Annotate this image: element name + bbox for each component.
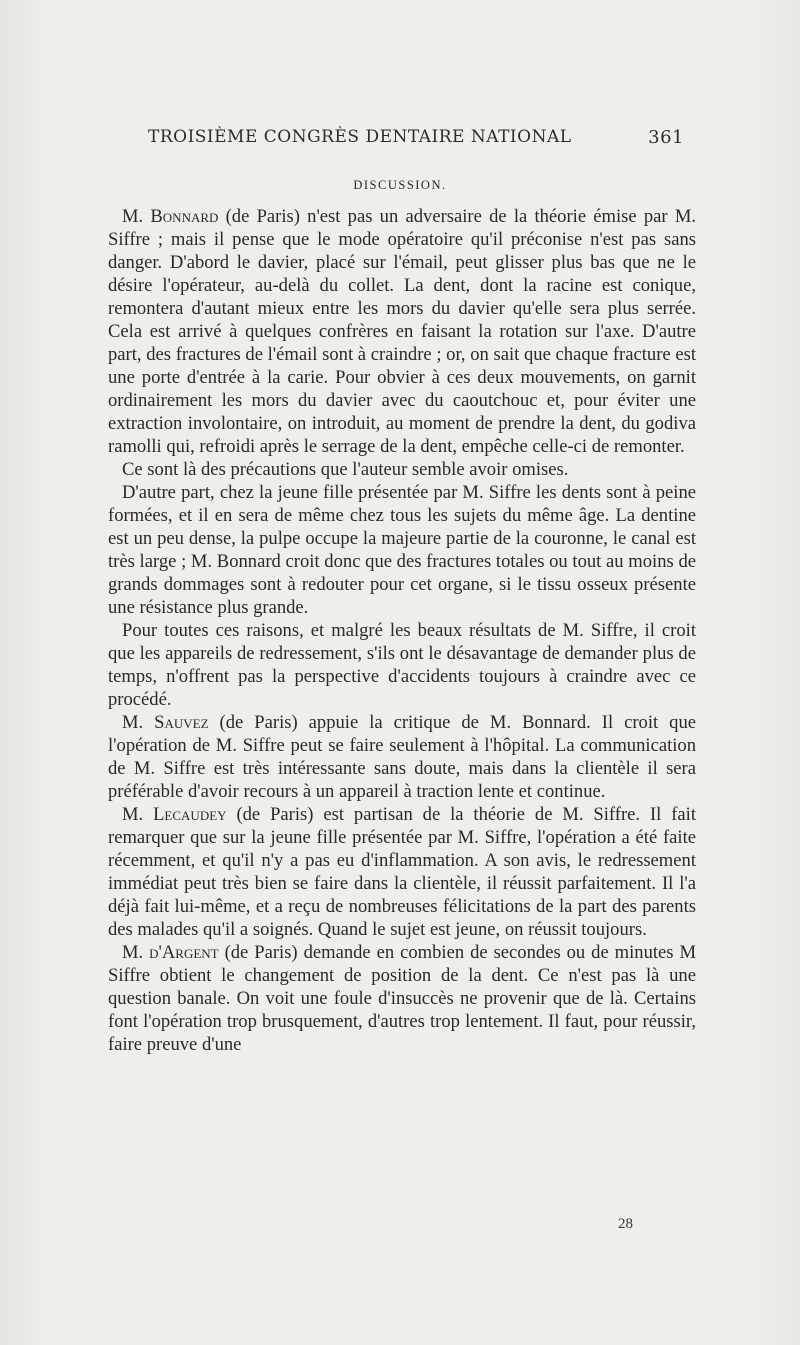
paragraph-text: (de Paris) est partisan de la théorie de M. Siffre. Il fait remarquer que sur la jeune fille présentée par M. Siffre, l'opération a été faite récemment, et qu'il n'y a pas eu d'inflammation. A son avis, le redressement immédiat peut très bien se faire dans la clientèle, il réussit parfaitement. Il l'a déjà fait lui-même, et a reçu de nombreuses félicitations de la part des parents des malades qu'il a soignés. Quand le sujet est jeune, on réussit toujours.	[108, 804, 696, 940]
body-text	[108, 205, 696, 1056]
paragraph-text: (de Paris) appuie la critique de M. Bonnard. Il croit que l'opération de M. Siffre peut se faire seulement à l'hôpital. La communication de M. Siffre est très intéressante sans doute, mais dans la clientèle il sera préférable d'avoir recours à un appareil à traction lente et continue.	[108, 712, 697, 802]
paragraph	[108, 803, 696, 941]
section-title: DISCUSSION.	[353, 178, 447, 192]
paragraph	[108, 711, 696, 803]
paragraph	[108, 458, 696, 481]
speaker-name: M. Sauvez	[122, 712, 209, 733]
paragraph-text: (de Paris) demande en combien de secondes ou de minutes M Siffre obtient le changement de position de la dent. Ce n'est pas là une question banale. On voit une foule d'insuccès ne provenir que de là. Certains font l'opération trop brusquement, d'autres trop lentement. Il faut, pour réussir, faire preuve d'une	[108, 942, 696, 1055]
paragraph	[108, 619, 696, 711]
paragraph	[108, 481, 696, 619]
paragraph-text: D'autre part, chez la jeune fille présentée par M. Siffre les dents sont à peine formées, et il en sera de même chez tous les sujets du même âge. La dentine est un peu dense, la pulpe occupe la majeure partie de la couronne, le canal est très large ; M. Bonnard croit donc que des fractures totales ou tout au moins de grands dommages sont à redouter pour cet organe, si le tissu osseux présente une résistance plus grande.	[108, 482, 696, 618]
paragraph-text: (de Paris) n'est pas un adversaire de la théorie émise par M. Siffre ; mais il pense que le mode opératoire qu'il préconise n'est pas sans danger. D'abord le davier, placé sur l'émail, peut glisser plus bas que ne le désire l'opérateur, au-delà du collet. La dent, dont la racine est conique, remontera d'autant mieux entre les mors du davier qu'elle sera plus serrée. Cela est arrivé à quelques confrères en faisant la rotation sur l'axe. D'autre part, des fractures de l'émail sont à craindre ; or, on sait que chaque fracture est une porte d'entrée à la carie. Pour obvier à ces deux mouvements, on garnit ordinairement les mors du davier avec du caoutchouc et, pour éviter une extraction involontaire, on introduit, au moment de prendre la dent, du godiva ramolli qui, refroidi après le serrage de la dent, empêche celle-ci de remonter.	[108, 206, 697, 457]
speaker-name: M. Lecaudey	[122, 804, 227, 825]
running-title: TROISIÈME CONGRÈS DENTAIRE NATIONAL	[148, 127, 572, 147]
speaker-name: M. Bonnard	[122, 206, 219, 227]
paragraph-text: Ce sont là des précautions que l'auteur semble avoir omises.	[122, 459, 569, 480]
signature-mark: 28	[618, 1216, 633, 1232]
paragraph-text: Pour toutes ces raisons, et malgré les beaux résultats de M. Siffre, il croit que les appareils de redressement, s'ils ont le désavantage de demander plus de temps, n'offrent pas la perspective d'accidents toujours à craindre avec ce procédé.	[108, 620, 696, 710]
speaker-name: M. d'Argent	[122, 942, 219, 963]
paragraph	[108, 205, 696, 458]
page-number: 361	[648, 127, 684, 148]
paragraph	[108, 941, 696, 1056]
